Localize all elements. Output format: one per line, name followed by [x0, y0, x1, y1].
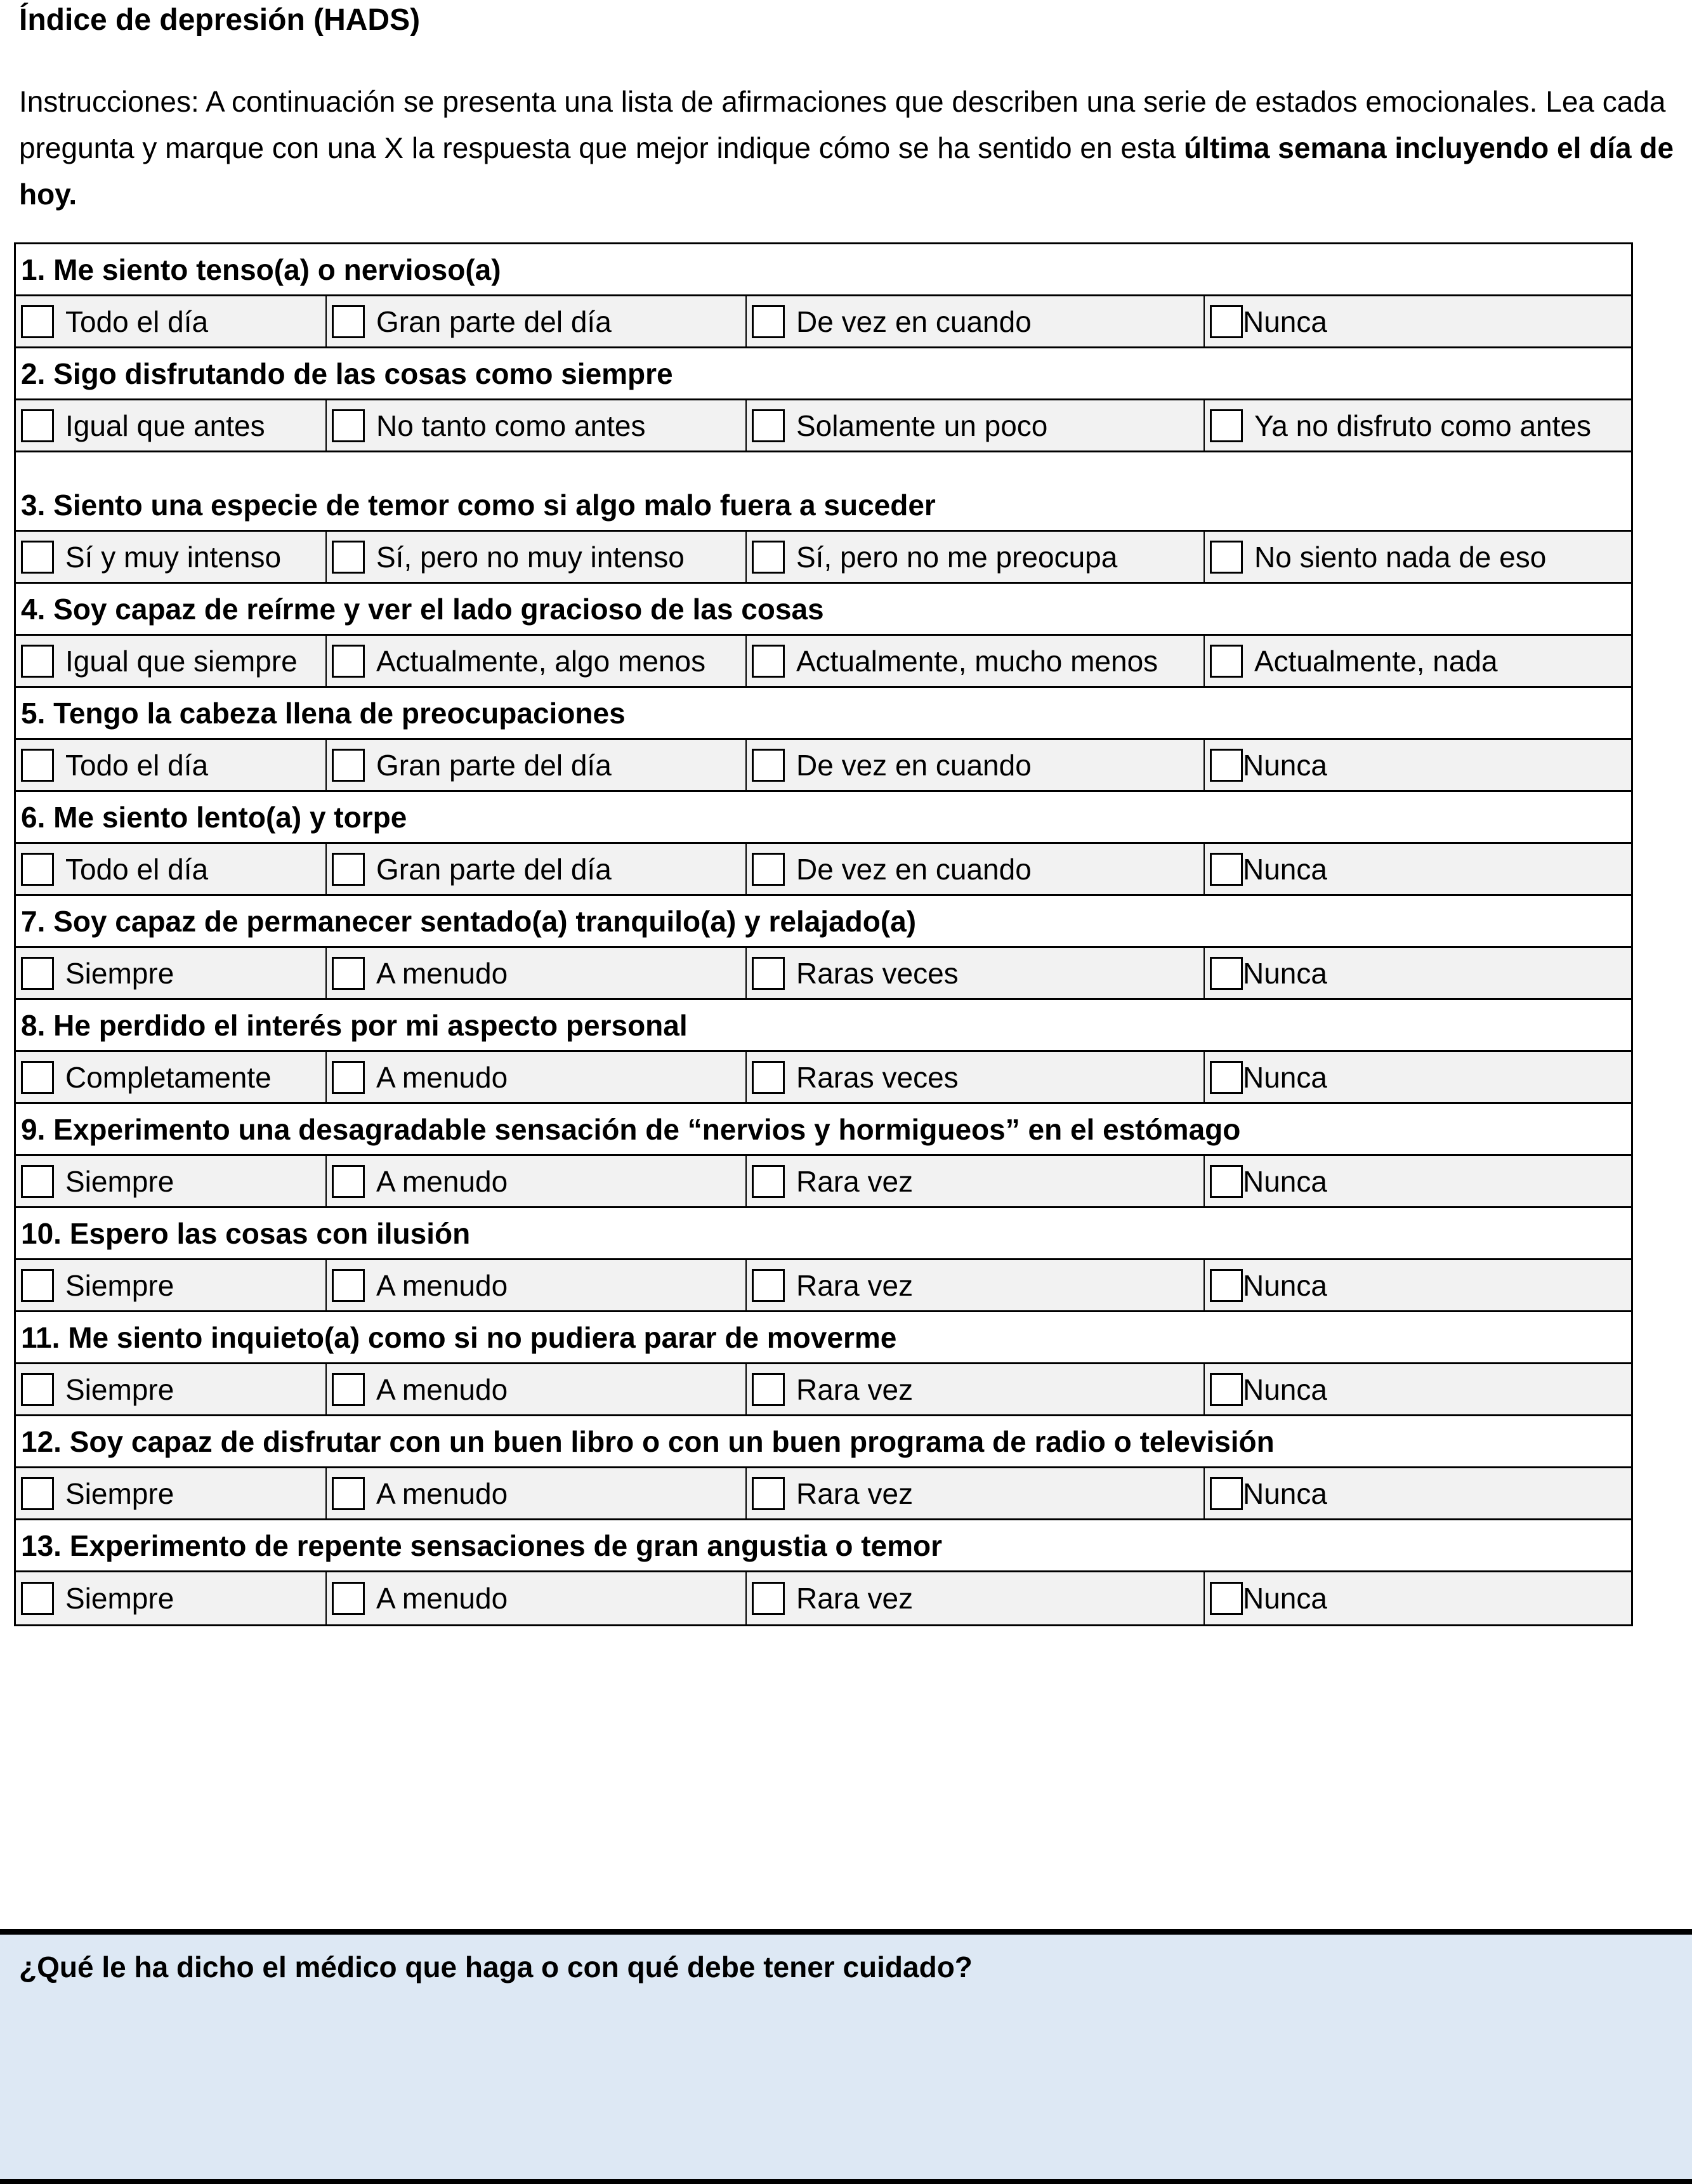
answer-option-label: Todo el día — [65, 852, 209, 886]
checkbox-icon[interactable] — [1210, 645, 1243, 678]
answer-option-label: Raras veces — [796, 1060, 959, 1094]
question-block — [16, 348, 1631, 452]
checkbox-icon[interactable] — [21, 541, 54, 574]
checkbox-icon[interactable] — [1210, 305, 1243, 338]
question-block — [16, 584, 1631, 688]
answer-option[interactable] — [16, 1364, 327, 1414]
question-block — [16, 896, 1631, 1000]
answer-option-label: Nunca — [1243, 1060, 1327, 1094]
doctor-notes-section[interactable] — [0, 1929, 1692, 2184]
answer-options-row — [16, 948, 1631, 1000]
checkbox-icon[interactable] — [752, 853, 785, 886]
question-label: 13. Experimento de repente sensaciones de gran angustia o temor — [16, 1520, 1631, 1572]
question-label: 11. Me siento inquieto(a) como si no pudiera parar de moverme — [16, 1312, 1631, 1364]
answer-option[interactable] — [1205, 1156, 1631, 1206]
answer-option[interactable] — [327, 1468, 747, 1518]
answer-option-label: Gran parte del día — [376, 748, 612, 782]
answer-option[interactable] — [16, 532, 327, 582]
checkbox-icon[interactable] — [21, 1373, 54, 1406]
answer-option[interactable] — [16, 844, 327, 894]
answer-option[interactable] — [16, 948, 327, 998]
checkbox-icon[interactable] — [1210, 957, 1243, 990]
answer-option[interactable] — [747, 844, 1205, 894]
answer-option-label: Todo el día — [65, 748, 209, 782]
checkbox-icon[interactable] — [752, 305, 785, 338]
checkbox-icon[interactable] — [332, 1269, 365, 1302]
answer-option-label: A menudo — [376, 1477, 508, 1510]
answer-option-label: A menudo — [376, 956, 508, 990]
answer-option-label: Nunca — [1243, 852, 1327, 886]
answer-option-label: Nunca — [1243, 305, 1327, 338]
answer-options-row — [16, 1156, 1631, 1208]
answer-option-label: Nunca — [1243, 1268, 1327, 1302]
answer-option[interactable] — [1205, 740, 1631, 790]
answer-option[interactable] — [327, 948, 747, 998]
checkbox-icon[interactable] — [1210, 541, 1243, 574]
answer-option-label: De vez en cuando — [796, 305, 1032, 338]
answer-option[interactable] — [1205, 1052, 1631, 1102]
checkbox-icon[interactable] — [752, 1582, 785, 1615]
answer-option-label: Igual que siempre — [65, 644, 298, 678]
answer-option-label: Nunca — [1243, 1372, 1327, 1406]
answer-option[interactable] — [16, 1156, 327, 1206]
answer-option[interactable] — [327, 1364, 747, 1414]
answer-option-label: A menudo — [376, 1164, 508, 1198]
answer-option-label: Rara vez — [796, 1582, 914, 1615]
answer-option[interactable] — [327, 1572, 747, 1624]
question-block — [16, 688, 1631, 792]
answer-option[interactable] — [1205, 844, 1631, 894]
answer-option[interactable] — [16, 1572, 327, 1624]
answer-option-label: A menudo — [376, 1372, 508, 1406]
question-label: 3. Siento una especie de temor como si algo malo fuera a suceder — [16, 452, 1631, 532]
answer-option-label: Raras veces — [796, 956, 959, 990]
checkbox-icon[interactable] — [21, 1582, 54, 1615]
answer-option[interactable] — [1205, 636, 1631, 686]
answer-option[interactable] — [1205, 1572, 1631, 1624]
answer-option[interactable] — [16, 1052, 327, 1102]
question-block — [16, 1416, 1631, 1520]
question-label: 8. He perdido el interés por mi aspecto personal — [16, 1000, 1631, 1052]
answer-option-label: Siempre — [65, 1372, 174, 1406]
answer-option-label: De vez en cuando — [796, 852, 1032, 886]
checkbox-icon[interactable] — [332, 1165, 365, 1198]
checkbox-icon[interactable] — [1210, 1373, 1243, 1406]
answer-options-row — [16, 740, 1631, 792]
question-block — [16, 1208, 1631, 1312]
answer-option[interactable] — [16, 1260, 327, 1310]
answer-option[interactable] — [1205, 400, 1631, 451]
checkbox-icon[interactable] — [752, 957, 785, 990]
answer-option-label: Igual que antes — [65, 409, 265, 442]
instructions — [19, 79, 1681, 218]
answer-option[interactable] — [16, 740, 327, 790]
checkbox-icon[interactable] — [1210, 409, 1243, 442]
answer-option[interactable] — [747, 1052, 1205, 1102]
checkbox-icon[interactable] — [21, 305, 54, 338]
checkbox-icon[interactable] — [332, 305, 365, 338]
answer-option[interactable] — [747, 400, 1205, 451]
answer-option-label: Rara vez — [796, 1372, 914, 1406]
checkbox-icon[interactable] — [21, 645, 54, 678]
question-label: 5. Tengo la cabeza llena de preocupaciones — [16, 688, 1631, 740]
answer-option[interactable] — [1205, 1260, 1631, 1310]
answer-option[interactable] — [747, 1364, 1205, 1414]
checkbox-icon[interactable] — [332, 1477, 365, 1510]
answer-options-row — [16, 532, 1631, 584]
answer-option-label: Nunca — [1243, 1582, 1327, 1615]
answer-option[interactable] — [16, 400, 327, 451]
checkbox-icon[interactable] — [21, 957, 54, 990]
answer-option-label: Sí, pero no me preocupa — [796, 540, 1118, 574]
checkbox-icon[interactable] — [1210, 1165, 1243, 1198]
answer-option-label: Nunca — [1243, 956, 1327, 990]
answer-option-label: Nunca — [1243, 1477, 1327, 1510]
instructions-text: Instrucciones: A continuación se presenta una lista de afirmaciones que describen una serie de estados emocionales. Lea cada pregunta y marque con una X la respuesta que mejor indique cómo se ha sentido en esta — [19, 85, 1666, 164]
checkbox-icon[interactable] — [752, 409, 785, 442]
answer-option-label: No tanto como antes — [376, 409, 646, 442]
question-block — [16, 1104, 1631, 1208]
answer-option[interactable] — [747, 1260, 1205, 1310]
checkbox-icon[interactable] — [1210, 1061, 1243, 1094]
doctor-notes-label: ¿Qué le ha dicho el médico que haga o con qué debe tener cuidado? — [19, 1950, 973, 1983]
answer-option[interactable] — [747, 948, 1205, 998]
answer-option-label: De vez en cuando — [796, 748, 1032, 782]
answer-option-label: Siempre — [65, 1582, 174, 1615]
checkbox-icon[interactable] — [21, 853, 54, 886]
answer-option[interactable] — [747, 1468, 1205, 1518]
answer-option[interactable] — [16, 296, 327, 346]
answer-option[interactable] — [327, 532, 747, 582]
answer-option-label: A menudo — [376, 1582, 508, 1615]
question-block — [16, 1000, 1631, 1104]
answer-option-label: Siempre — [65, 956, 174, 990]
checkbox-icon[interactable] — [332, 1373, 365, 1406]
answer-option[interactable] — [327, 636, 747, 686]
answer-options-row — [16, 1260, 1631, 1312]
answer-option-label: Nunca — [1243, 1164, 1327, 1198]
answer-option-label: Sí y muy intenso — [65, 540, 282, 574]
answer-option-label: Ya no disfruto como antes — [1254, 409, 1591, 442]
answer-option-label: Actualmente, mucho menos — [796, 644, 1158, 678]
question-block — [16, 244, 1631, 348]
question-block — [16, 1312, 1631, 1416]
answer-option[interactable] — [327, 1260, 747, 1310]
answer-option[interactable] — [327, 844, 747, 894]
answer-option-label: Siempre — [65, 1164, 174, 1198]
checkbox-icon[interactable] — [21, 749, 54, 782]
answer-option-label: A menudo — [376, 1268, 508, 1302]
checkbox-icon[interactable] — [752, 1477, 785, 1510]
answer-option[interactable] — [327, 1052, 747, 1102]
checkbox-icon[interactable] — [752, 749, 785, 782]
checkbox-icon[interactable] — [332, 957, 365, 990]
checkbox-icon[interactable] — [752, 1269, 785, 1302]
answer-options-row — [16, 400, 1631, 452]
bottom-rule — [0, 2179, 1692, 2184]
checkbox-icon[interactable] — [21, 1165, 54, 1198]
answer-option-label: Siempre — [65, 1268, 174, 1302]
question-label: 12. Soy capaz de disfrutar con un buen libro o con un buen programa de radio o televisión — [16, 1416, 1631, 1468]
answer-option[interactable] — [1205, 948, 1631, 998]
question-label: 6. Me siento lento(a) y torpe — [16, 792, 1631, 844]
checkbox-icon[interactable] — [1210, 749, 1243, 782]
checkbox-icon[interactable] — [21, 1477, 54, 1510]
answer-option[interactable] — [747, 1572, 1205, 1624]
answer-options-row — [16, 1364, 1631, 1416]
answer-option[interactable] — [1205, 532, 1631, 582]
checkbox-icon[interactable] — [752, 1061, 785, 1094]
answer-option[interactable] — [327, 296, 747, 346]
answer-options-row — [16, 636, 1631, 688]
question-label: 2. Sigo disfrutando de las cosas como siempre — [16, 348, 1631, 400]
checkbox-icon[interactable] — [332, 853, 365, 886]
checkbox-icon[interactable] — [332, 541, 365, 574]
answer-option[interactable] — [327, 400, 747, 451]
checkbox-icon[interactable] — [752, 1165, 785, 1198]
question-label: 10. Espero las cosas con ilusión — [16, 1208, 1631, 1260]
answer-option[interactable] — [747, 296, 1205, 346]
answer-option[interactable] — [327, 740, 747, 790]
answer-options-row — [16, 296, 1631, 348]
answer-option-label: A menudo — [376, 1060, 508, 1094]
answer-option[interactable] — [747, 532, 1205, 582]
answer-option[interactable] — [747, 1156, 1205, 1206]
answer-option[interactable] — [327, 1156, 747, 1206]
checkbox-icon[interactable] — [332, 1061, 365, 1094]
question-label: 4. Soy capaz de reírme y ver el lado gracioso de las cosas — [16, 584, 1631, 636]
answer-option-label: Sí, pero no muy intenso — [376, 540, 685, 574]
answer-options-row — [16, 1572, 1631, 1624]
answer-option-label: No siento nada de eso — [1254, 540, 1547, 574]
answer-option-label: Rara vez — [796, 1268, 914, 1302]
checkbox-icon[interactable] — [21, 1269, 54, 1302]
answer-option[interactable] — [747, 740, 1205, 790]
question-block — [16, 1520, 1631, 1624]
checkbox-icon[interactable] — [752, 541, 785, 574]
answer-option-label: Gran parte del día — [376, 305, 612, 338]
answer-option[interactable] — [747, 636, 1205, 686]
answer-option-label: Siempre — [65, 1477, 174, 1510]
answer-option-label: Rara vez — [796, 1164, 914, 1198]
question-block — [16, 452, 1631, 584]
answer-option-label: Rara vez — [796, 1477, 914, 1510]
question-block — [16, 792, 1631, 896]
checkbox-icon[interactable] — [21, 409, 54, 442]
answer-option[interactable] — [16, 1468, 327, 1518]
answer-option-label: Nunca — [1243, 748, 1327, 782]
questionnaire-form — [14, 242, 1633, 1626]
answer-options-row — [16, 1052, 1631, 1104]
answer-option[interactable] — [1205, 1364, 1631, 1414]
checkbox-icon[interactable] — [332, 1582, 365, 1615]
checkbox-icon[interactable] — [1210, 1582, 1243, 1615]
answer-option-label: Actualmente, nada — [1254, 644, 1498, 678]
answer-option[interactable] — [1205, 1468, 1631, 1518]
question-label: 7. Soy capaz de permanecer sentado(a) tranquilo(a) y relajado(a) — [16, 896, 1631, 948]
answer-option-label: Actualmente, algo menos — [376, 644, 706, 678]
checkbox-icon[interactable] — [752, 1373, 785, 1406]
answer-option-label: Todo el día — [65, 305, 209, 338]
answer-option-label: Completamente — [65, 1060, 272, 1094]
instructions-emphasis: última semana incluyendo el día de hoy. — [19, 131, 1674, 211]
answer-option-label: Gran parte del día — [376, 852, 612, 886]
checkbox-icon[interactable] — [1210, 1477, 1243, 1510]
answer-option-label: Solamente un poco — [796, 409, 1048, 442]
question-label: 9. Experimento una desagradable sensación de “nervios y hormigueos” en el estómago — [16, 1104, 1631, 1156]
checkbox-icon[interactable] — [332, 645, 365, 678]
page-title: Índice de depresión (HADS) — [19, 3, 421, 37]
checkbox-icon[interactable] — [332, 749, 365, 782]
checkbox-icon[interactable] — [332, 409, 365, 442]
checkbox-icon[interactable] — [752, 645, 785, 678]
answer-options-row — [16, 844, 1631, 896]
answer-option[interactable] — [1205, 296, 1631, 346]
checkbox-icon[interactable] — [1210, 853, 1243, 886]
checkbox-icon[interactable] — [21, 1061, 54, 1094]
answer-option[interactable] — [16, 636, 327, 686]
checkbox-icon[interactable] — [1210, 1269, 1243, 1302]
question-label: 1. Me siento tenso(a) o nervioso(a) — [16, 244, 1631, 296]
answer-options-row — [16, 1468, 1631, 1520]
